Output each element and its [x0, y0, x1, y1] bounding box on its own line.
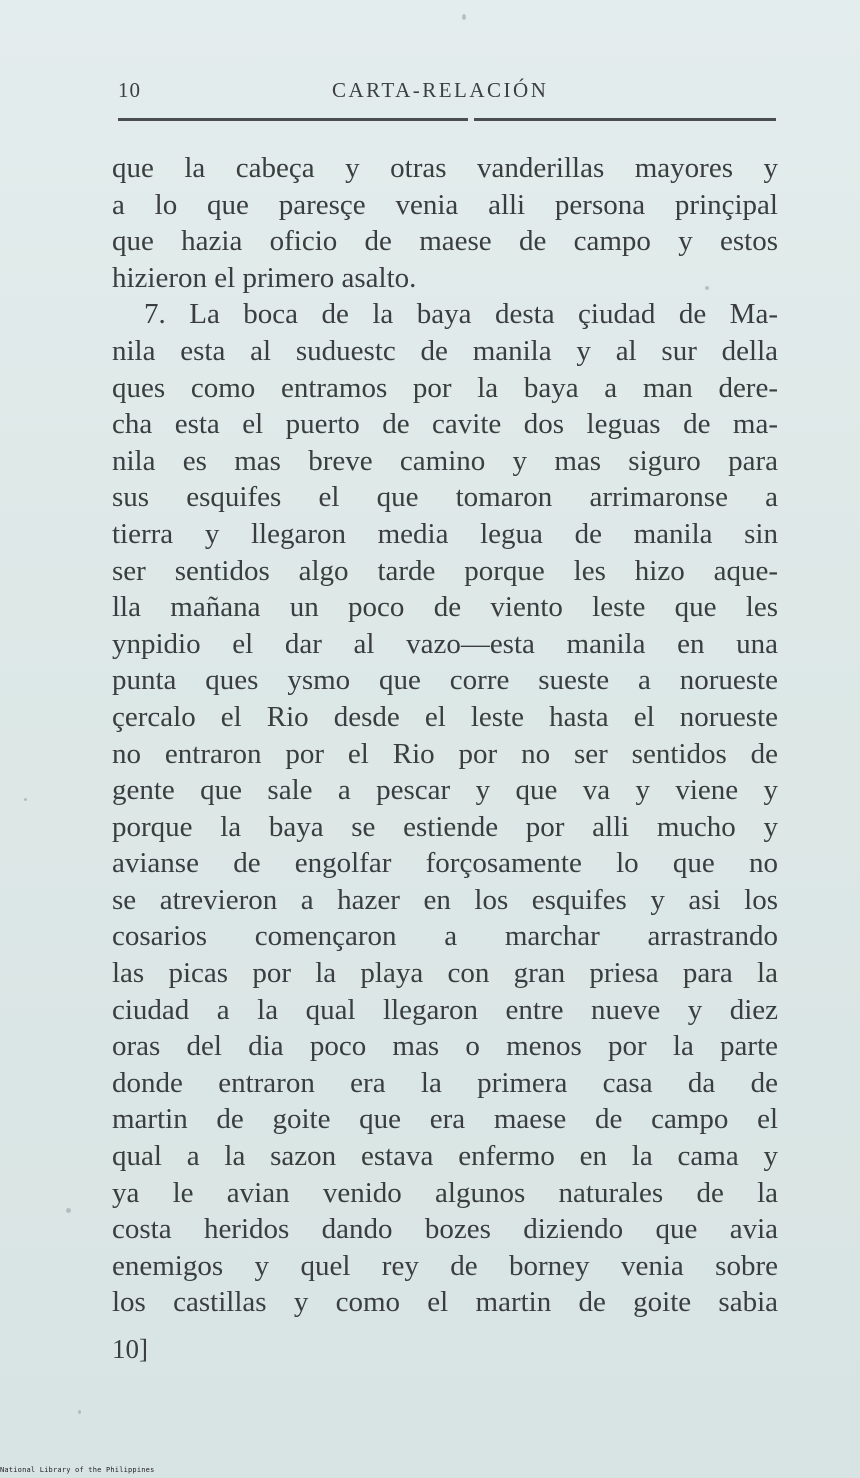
text-line: hizieron el primero asalto.	[112, 261, 417, 294]
text-line: porque la baya se estiende por alli mucho y	[112, 810, 778, 843]
text-line: no entraron por el Rio por no ser sentidos de	[112, 737, 778, 770]
text-line: ya le avian venido algunos naturales de la	[112, 1176, 778, 1209]
page-number: 10	[118, 78, 141, 102]
text-line: que hazia oficio de maese de campo y estos	[112, 225, 778, 258]
text-line: los castillas y como el martin de goite sabia	[112, 1286, 778, 1319]
text-line: ques como entramos por la baya a man dere-	[112, 371, 778, 404]
header-rule-left	[118, 118, 468, 121]
text-line: tierra y llegaron media legua de manila sin	[112, 517, 778, 550]
header-rule-right	[474, 118, 776, 121]
text-line: nila esta al suduestc de manila y al sur della	[112, 334, 778, 367]
paper-speck	[78, 1410, 81, 1414]
text-line: ser sentidos algo tarde porque les hizo aque-	[112, 554, 778, 587]
text-line: 7. La boca de la baya desta çiudad de Ma-	[144, 298, 778, 331]
text-line: costa heridos dando bozes diziendo que avia	[112, 1213, 778, 1246]
paper-speck	[24, 798, 27, 801]
paper-speck	[462, 14, 466, 20]
signature-mark: 10]	[112, 1334, 148, 1364]
text-line: cosarios començaron a marchar arrastrando	[112, 920, 778, 953]
text-line: sus esquifes el que tomaron arrimaronse a	[112, 481, 778, 514]
text-line: que la cabeça y otras vanderillas mayores y	[112, 152, 778, 184]
text-line: las picas por la playa con gran priesa para la	[112, 957, 778, 990]
text-line: ciudad a la qual llegaron entre nueve y diez	[112, 993, 778, 1026]
body-text	[112, 150, 778, 1321]
page-header	[118, 76, 778, 110]
text-line: avianse de engolfar forçosamente lo que no	[112, 847, 778, 880]
text-line: qual a la sazon estava enfermo en la cama y	[112, 1140, 778, 1173]
text-line: nila es mas breve camino y mas siguro para	[112, 444, 778, 477]
text-line: ynpidio el dar al vazo—esta manila en una	[112, 627, 778, 660]
paper-speck	[705, 286, 709, 290]
running-title: CARTA-RELACIÓN	[332, 78, 549, 102]
paper-speck	[66, 1208, 71, 1213]
text-line: martin de goite que era maese de campo el	[112, 1103, 778, 1136]
text-line: punta ques ysmo que corre sueste a norueste	[112, 664, 778, 697]
library-credit: National Library of the Philippines	[0, 1466, 155, 1474]
text-line: se atrevieron a hazer en los esquifes y asi los	[112, 883, 778, 916]
text-line: donde entraron era la primera casa da de	[112, 1066, 778, 1099]
text-line: çercalo el Rio desde el leste hasta el norueste	[112, 700, 778, 733]
text-line: oras del dia poco mas o menos por la parte	[112, 1030, 778, 1063]
text-line: cha esta el puerto de cavite dos leguas de ma-	[112, 408, 778, 441]
text-line: gente que sale a pescar y que va y viene y	[112, 774, 778, 807]
text-line: enemigos y quel rey de borney venia sobre	[112, 1249, 778, 1282]
text-line: lla mañana un poco de viento leste que les	[112, 591, 778, 624]
text-line: a lo que paresçe venia alli persona prinçipal	[112, 188, 778, 221]
